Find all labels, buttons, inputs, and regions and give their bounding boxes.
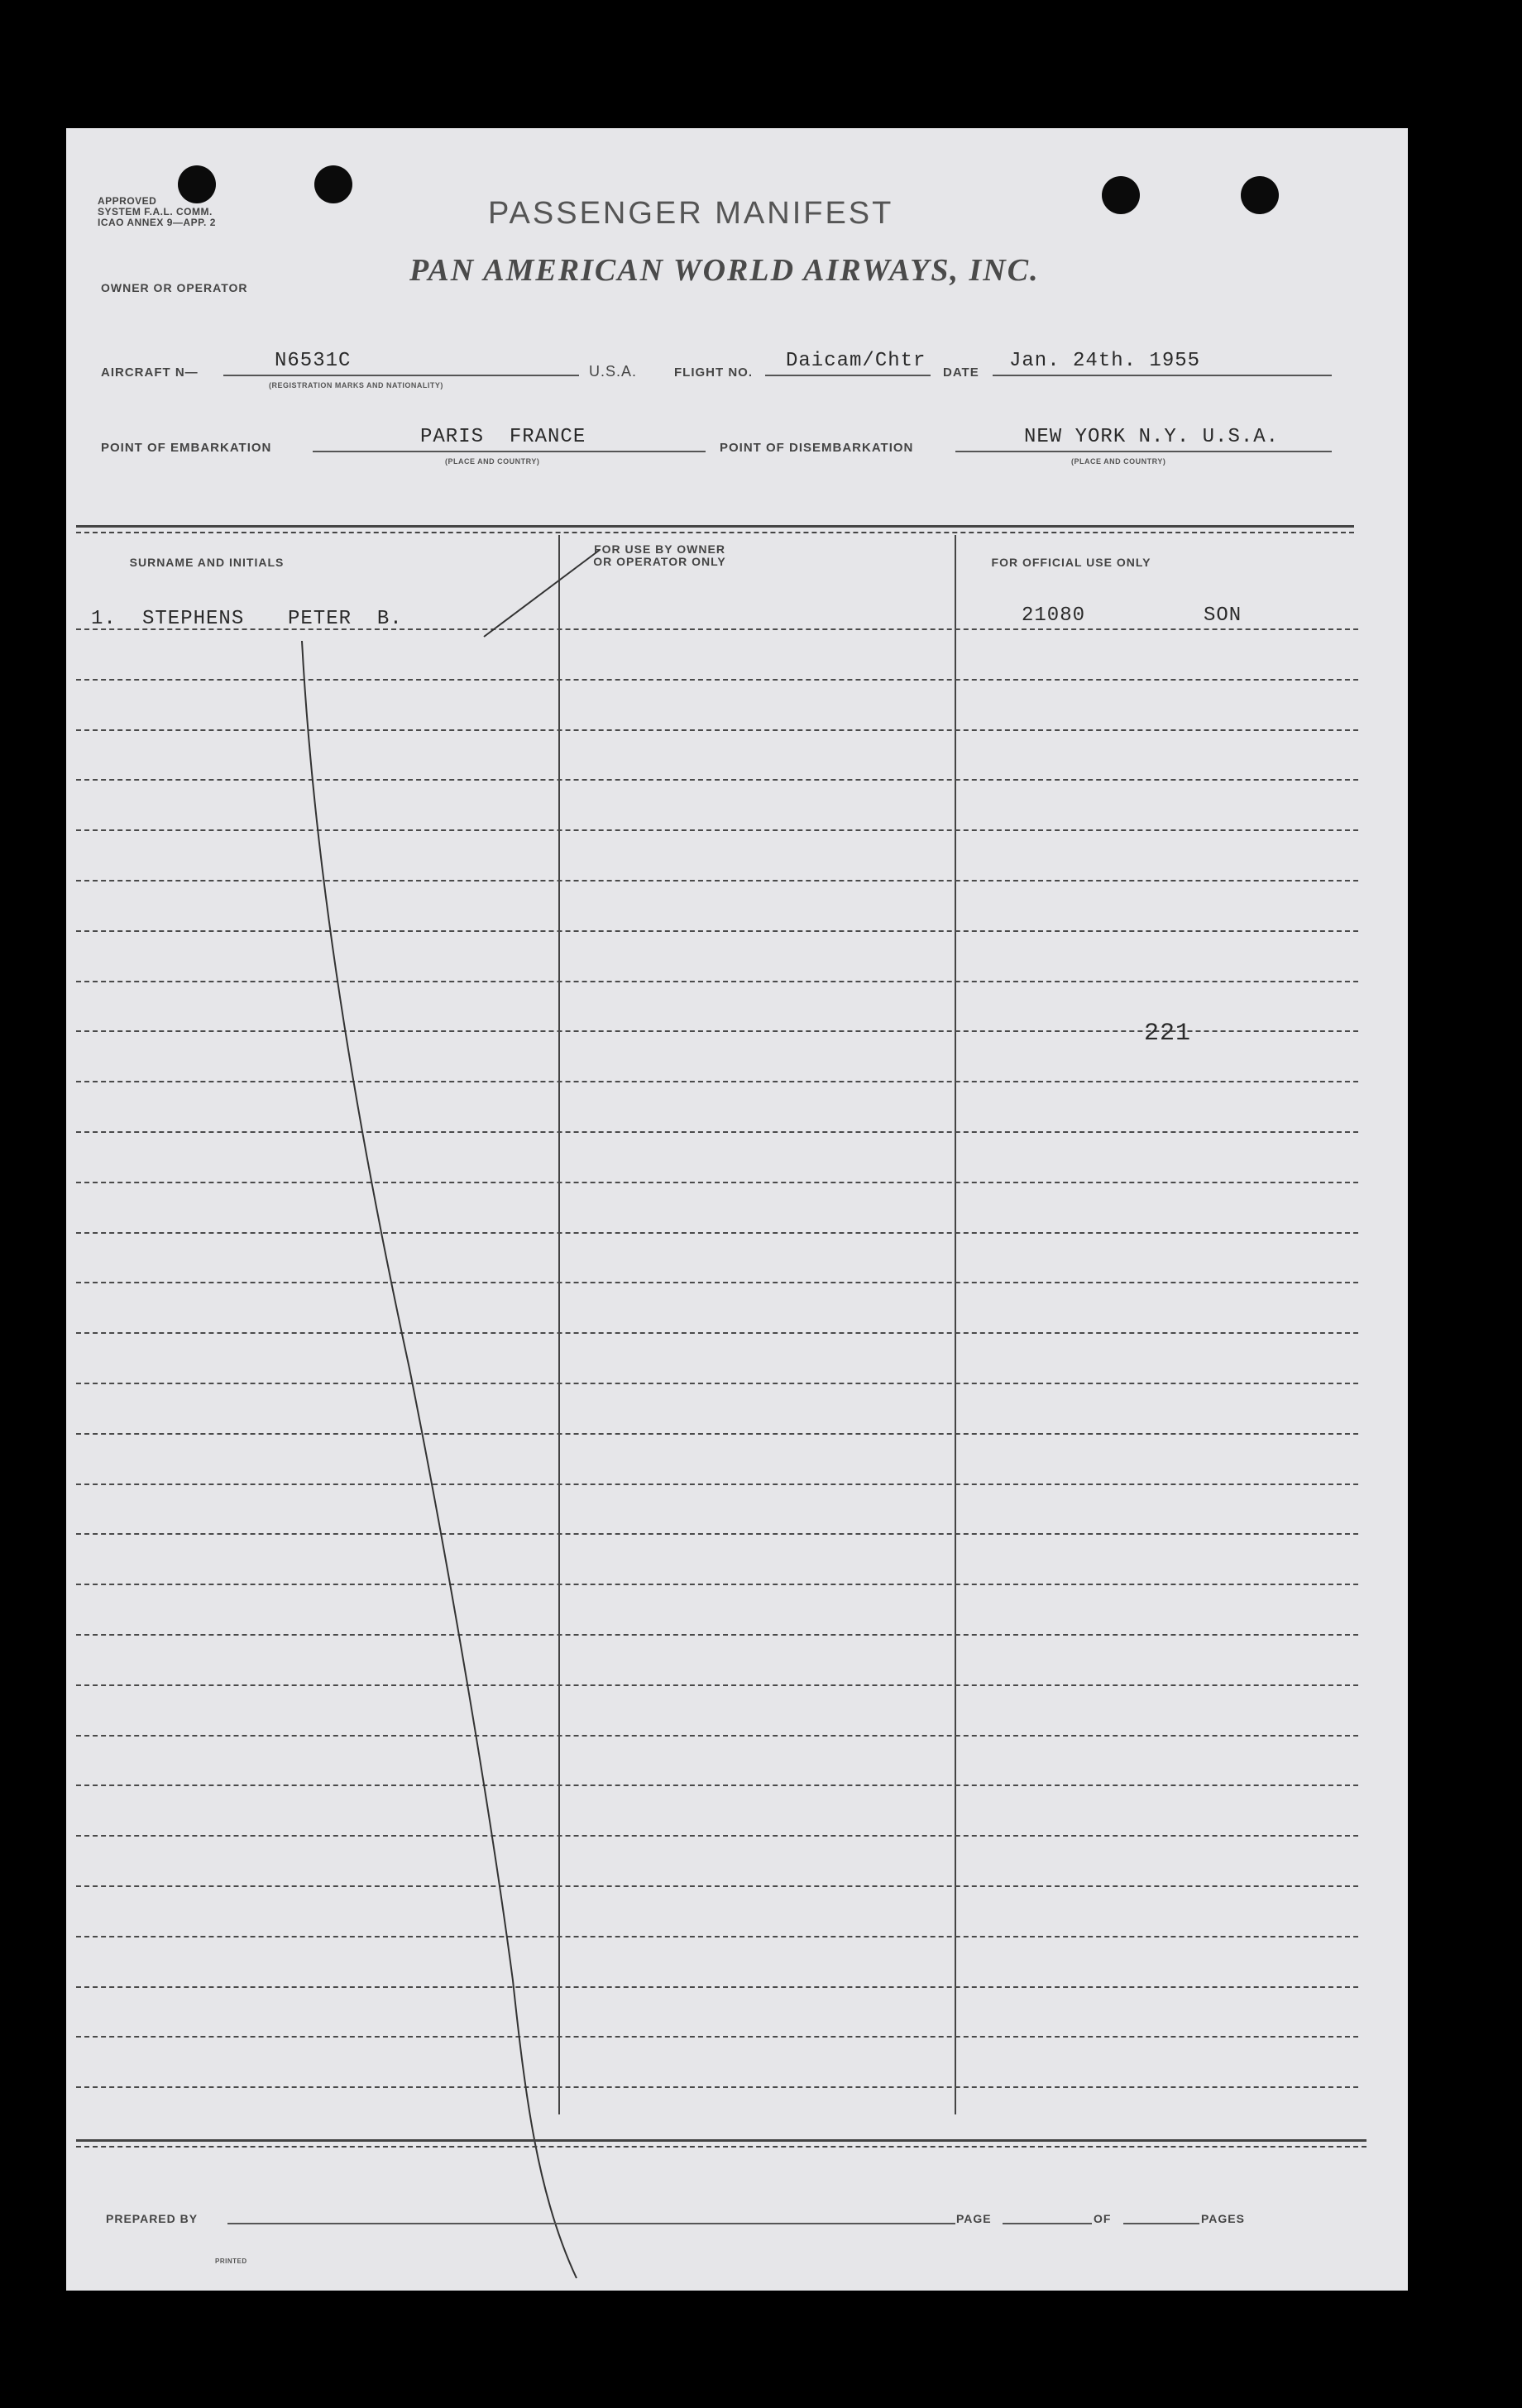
pages-label: PAGES bbox=[1201, 2212, 1245, 2225]
entry-note: SON bbox=[1204, 604, 1242, 627]
disembarkation-label: POINT OF DISEMBARKATION bbox=[720, 441, 914, 455]
table-bottom-rule bbox=[76, 2146, 1366, 2148]
owner-label: OWNER OR OPERATOR bbox=[101, 281, 248, 294]
page-label: PAGE bbox=[956, 2212, 992, 2225]
aircraft-country: U.S.A. bbox=[589, 363, 638, 380]
of-label: OF bbox=[1094, 2212, 1112, 2225]
column-header-official: FOR OFFICIAL USE ONLY bbox=[991, 556, 1151, 569]
column-header-line: FOR USE BY OWNER bbox=[594, 542, 725, 556]
aircraft-registration: N6531C bbox=[275, 350, 352, 372]
page-underline bbox=[1003, 2223, 1092, 2224]
entry-code: 21080 bbox=[1022, 604, 1086, 627]
pen-strokes bbox=[66, 128, 1408, 2291]
approval-line: ICAO ANNEX 9—APP. 2 bbox=[98, 217, 216, 228]
prepared-by-underline bbox=[227, 2223, 955, 2224]
disembarkation-sublabel: (PLACE AND COUNTRY) bbox=[1071, 457, 1166, 466]
flight-number: Daicam/Chtr bbox=[786, 350, 926, 372]
entry-surname: STEPHENS bbox=[142, 608, 245, 630]
disembarkation-place: NEW YORK N.Y. U.S.A. bbox=[1024, 426, 1280, 448]
entry-number: 1. bbox=[91, 608, 117, 630]
column-header-surname: SURNAME AND INITIALS bbox=[129, 556, 285, 569]
embarkation-sublabel: (PLACE AND COUNTRY) bbox=[445, 457, 540, 466]
vertical-pen-stroke bbox=[302, 641, 577, 2278]
of-underline bbox=[1123, 2223, 1199, 2224]
approval-line: SYSTEM F.A.L. COMM. bbox=[98, 206, 213, 217]
entry-initials: PETER B. bbox=[288, 608, 403, 630]
stray-number-mark: 221 bbox=[1144, 1020, 1192, 1048]
flight-date: Jan. 24th. 1955 bbox=[1009, 350, 1201, 372]
page-title: PASSENGER MANIFEST bbox=[488, 196, 894, 231]
printed-mark: PRINTED bbox=[215, 2258, 247, 2265]
prepared-by-label: PREPARED BY bbox=[106, 2212, 199, 2225]
embarkation-place: PARIS FRANCE bbox=[420, 426, 586, 448]
approval-line: APPROVED bbox=[98, 195, 157, 207]
table-bottom-rule bbox=[76, 2139, 1366, 2142]
operator-name: PAN AMERICAN WORLD AIRWAYS, INC. bbox=[409, 253, 1040, 288]
embarkation-label: POINT OF EMBARKATION bbox=[101, 441, 272, 455]
aircraft-label: AIRCRAFT N— bbox=[101, 366, 199, 380]
flight-label: FLIGHT NO. bbox=[674, 366, 753, 380]
diagonal-pen-stroke bbox=[484, 550, 600, 637]
column-header-line: OR OPERATOR ONLY bbox=[593, 555, 726, 568]
aircraft-sublabel: (REGISTRATION MARKS AND NATIONALITY) bbox=[269, 381, 443, 389]
date-label: DATE bbox=[943, 366, 979, 380]
manifest-sheet bbox=[66, 128, 1408, 2291]
